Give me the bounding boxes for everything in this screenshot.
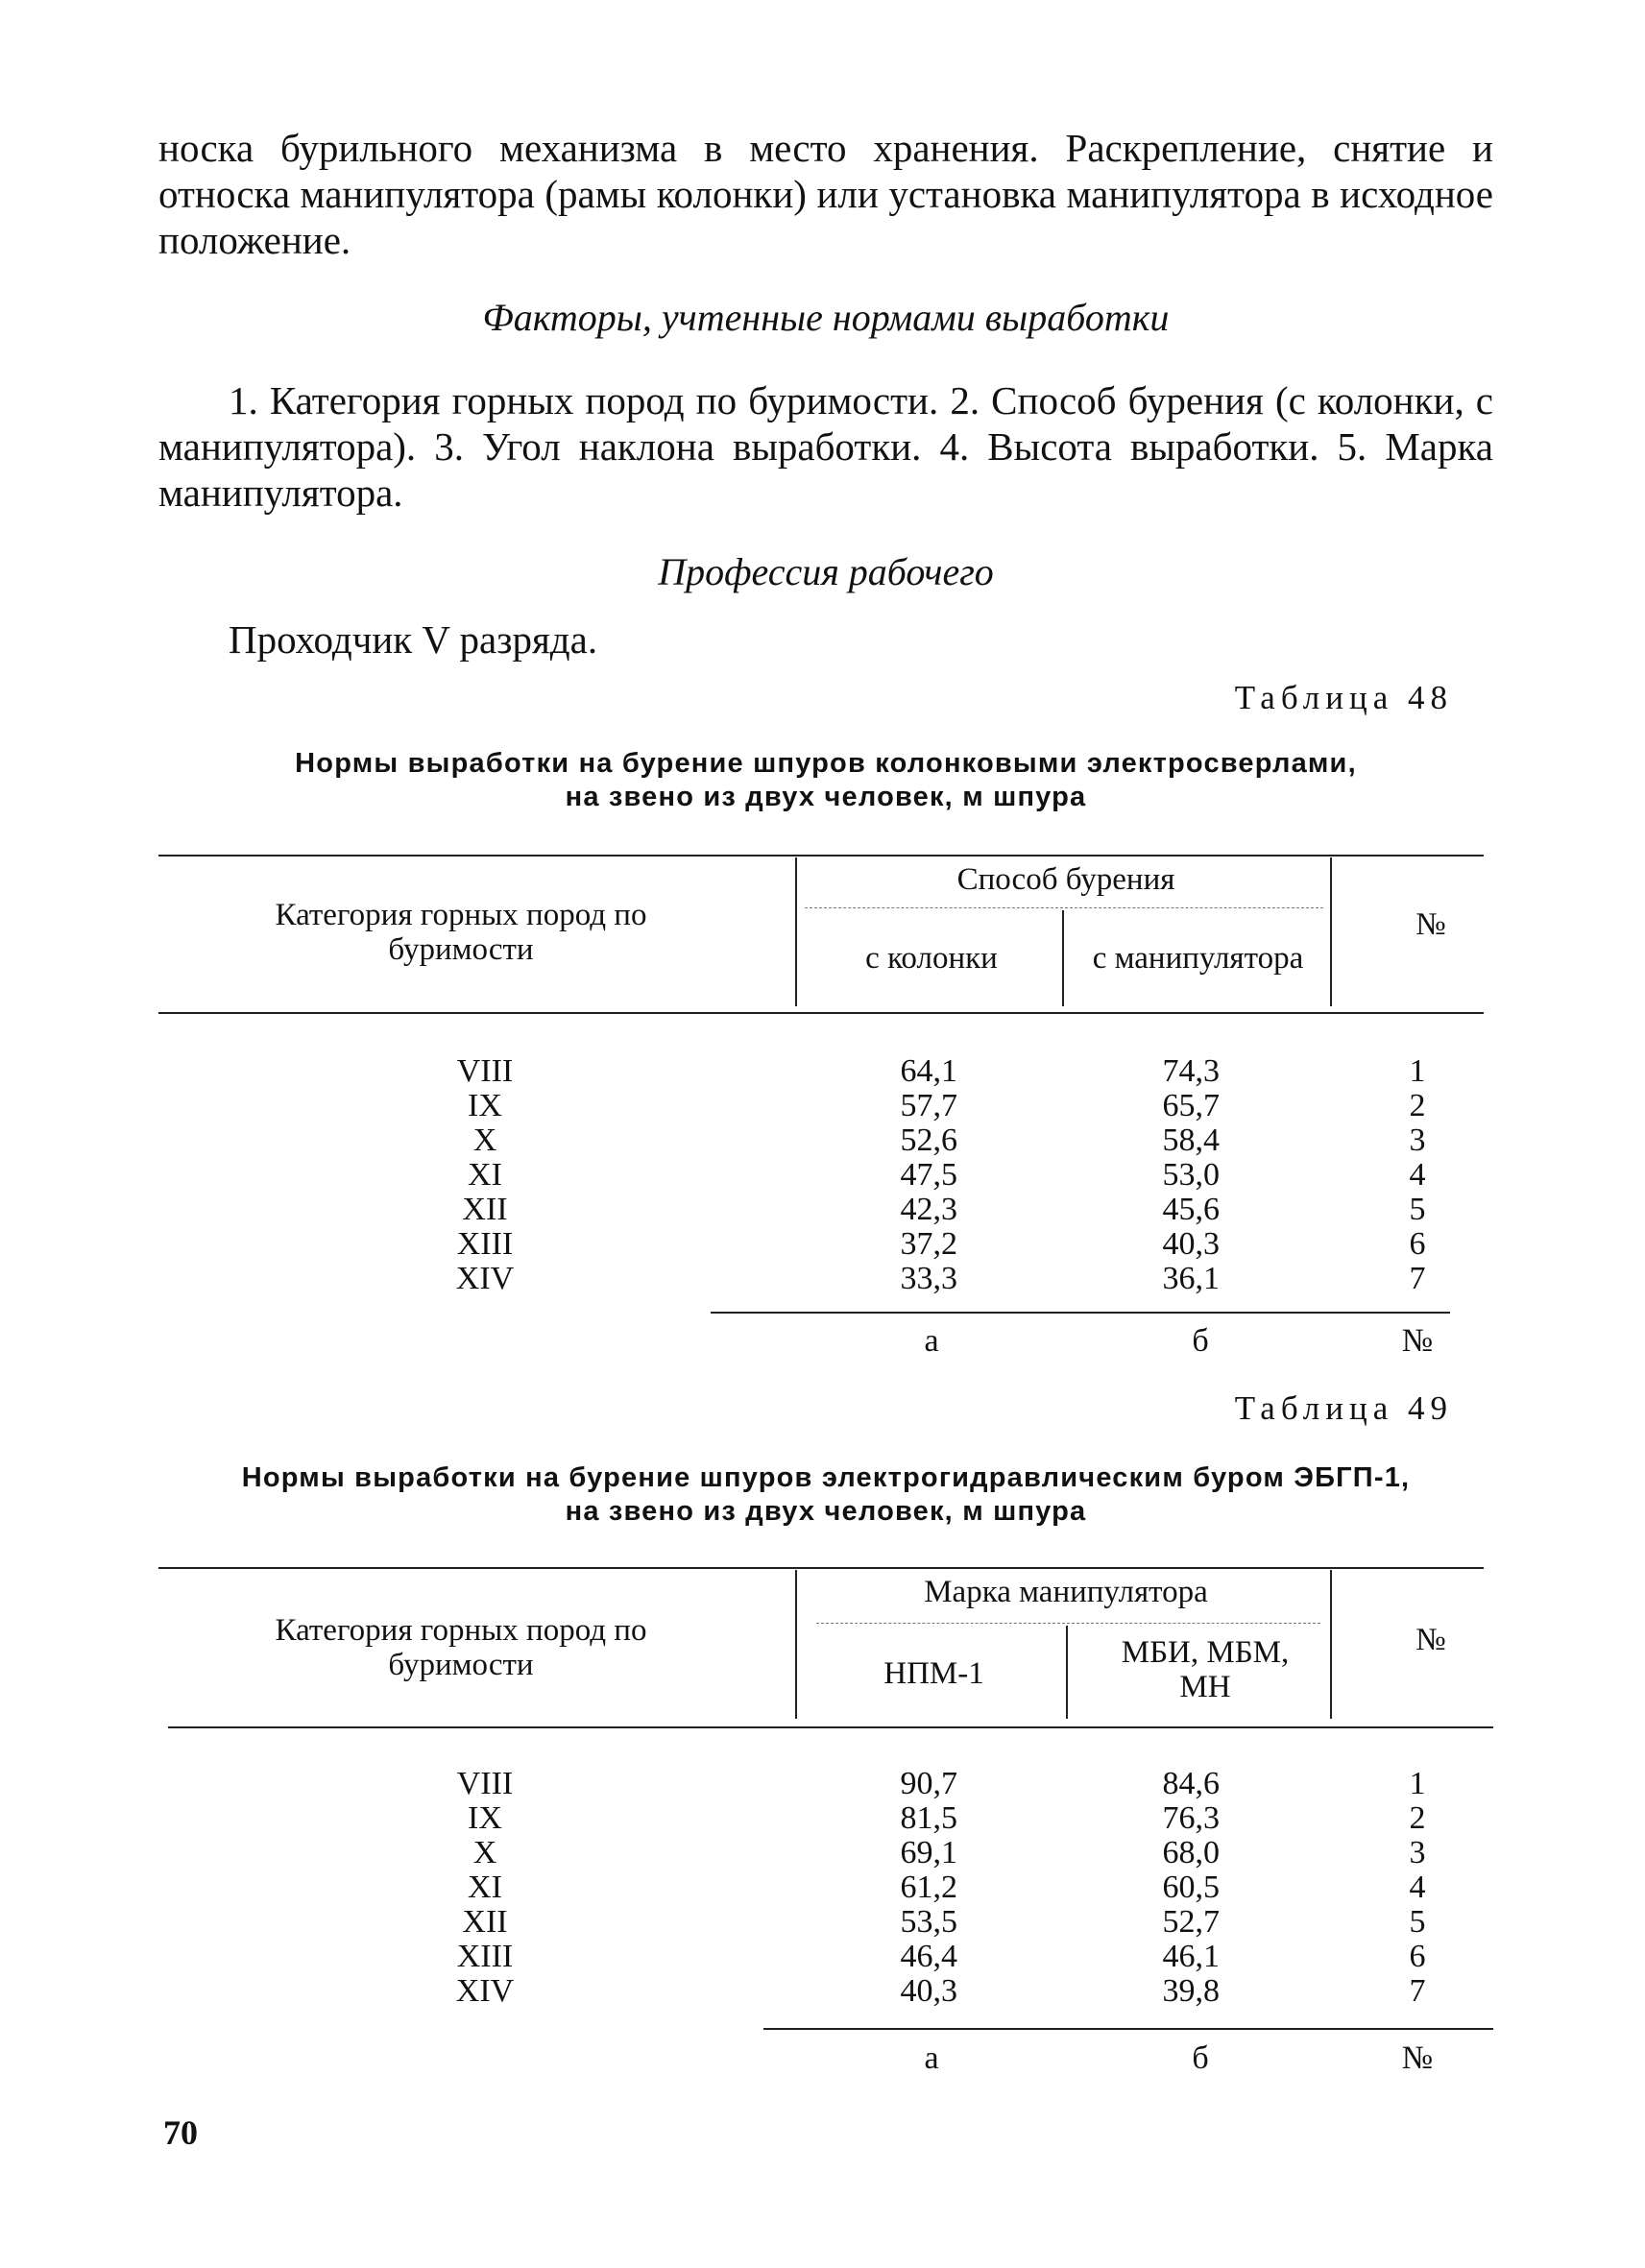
- table49-row-no: 5: [1409, 1904, 1426, 1940]
- table48-value-b: 58,4: [1162, 1122, 1220, 1158]
- table49-rank: XIV: [455, 1973, 515, 2009]
- table49-title: [158, 1461, 1493, 1529]
- table49-rank: XII: [462, 1904, 508, 1940]
- table49-group-rule: [816, 1623, 1320, 1624]
- table49-title-line2: на звено из двух человек, м шпура: [565, 1496, 1087, 1527]
- table48-divider-mid: [1062, 910, 1064, 1006]
- table49-row-no: 6: [1409, 1939, 1426, 1974]
- table49-footer-b: б: [1192, 2040, 1209, 2076]
- table49-row-no: 7: [1409, 1973, 1426, 2009]
- table48-value-b: 36,1: [1162, 1261, 1220, 1296]
- table49-header-category: Категория горных пород по буримости: [275, 1613, 647, 1682]
- table48-rank: XIV: [455, 1261, 515, 1296]
- table48-divider-right: [1330, 857, 1332, 1006]
- table48-header-col-b: с манипулятора: [1092, 941, 1304, 976]
- table48-footer-a: а: [924, 1323, 939, 1359]
- table49-value-b: 68,0: [1162, 1835, 1220, 1870]
- table49-rank: XIII: [456, 1939, 514, 1974]
- table49-divider-mid: [1066, 1626, 1068, 1719]
- table48-title-line2: на звено из двух человек, м шпура: [565, 782, 1087, 812]
- table49-value-a: 69,1: [900, 1835, 957, 1870]
- table49-value-a: 90,7: [900, 1766, 957, 1801]
- table49-rank: IX: [468, 1800, 502, 1836]
- table48-group-rule: [805, 907, 1323, 908]
- table48-row-no: 2: [1409, 1088, 1426, 1123]
- page-number: 70: [163, 2113, 198, 2152]
- table48-header-no: №: [1415, 907, 1446, 942]
- table49-row-no: 4: [1409, 1870, 1426, 1905]
- table48-value-a: 33,3: [900, 1261, 957, 1296]
- table49-header-group: Марка манипулятора: [924, 1575, 1208, 1609]
- table49-label: Таблица 49: [1234, 1389, 1453, 1427]
- table48-value-a: 64,1: [900, 1053, 957, 1089]
- table48-row-no: 7: [1409, 1261, 1426, 1296]
- table49-row-no: 2: [1409, 1800, 1426, 1836]
- table48-rank: IX: [468, 1088, 502, 1123]
- table48-row-no: 1: [1409, 1053, 1426, 1089]
- table49-row-no: 1: [1409, 1766, 1426, 1801]
- table49-row-no: 3: [1409, 1835, 1426, 1870]
- table48-label: Таблица 48: [1234, 679, 1453, 716]
- table49-value-a: 81,5: [900, 1800, 957, 1836]
- table49-footer-a: а: [924, 2040, 939, 2076]
- table48-value-b: 74,3: [1162, 1053, 1220, 1089]
- table48-row-no: 5: [1409, 1192, 1426, 1227]
- table48-row-no: 6: [1409, 1226, 1426, 1262]
- table48-value-b: 65,7: [1162, 1088, 1220, 1123]
- table48-title: [158, 747, 1493, 814]
- table48-rank: XIII: [456, 1226, 514, 1262]
- table48-top-rule: [158, 855, 1484, 857]
- table48-row-no: 4: [1409, 1157, 1426, 1193]
- table49-value-a: 53,5: [900, 1904, 957, 1940]
- table49-header-col-a: НПМ-1: [883, 1656, 984, 1691]
- table48-divider-left: [795, 857, 797, 1006]
- table48-bottom-rule: [711, 1312, 1450, 1314]
- table49-rank: VIII: [456, 1766, 514, 1801]
- table49-header-no: №: [1415, 1623, 1446, 1657]
- table49-divider-right: [1330, 1570, 1332, 1719]
- table49-value-b: 52,7: [1162, 1904, 1220, 1940]
- table48-value-a: 52,6: [900, 1122, 957, 1158]
- table48-value-b: 53,0: [1162, 1157, 1220, 1193]
- table48-row-no: 3: [1409, 1122, 1426, 1158]
- table49-rank: X: [472, 1835, 497, 1870]
- table48-title-line1: Нормы выработки на бурение шпуров колонковыми электросверлами,: [295, 748, 1357, 779]
- table48-rank: XII: [462, 1192, 508, 1227]
- factors-paragraph: 1. Категория горных пород по буримости. 2. Способ бурения (с колонки, с манипулятора). 3. Угол наклона выработки. 4. Высота выработки. 5. Марка манипулятора.: [158, 378, 1493, 515]
- table48-rank: VIII: [456, 1053, 514, 1089]
- table48-header-group: Способ бурения: [956, 862, 1175, 897]
- table48-footer-no: №: [1401, 1323, 1434, 1359]
- table48-footer-b: б: [1192, 1323, 1209, 1359]
- table48-rank: XI: [468, 1157, 502, 1193]
- table49-header-rule: [168, 1726, 1493, 1728]
- table48-value-b: 40,3: [1162, 1226, 1220, 1262]
- table49-value-b: 39,8: [1162, 1973, 1220, 2009]
- table49-bottom-rule: [763, 2028, 1493, 2030]
- table49-value-b: 60,5: [1162, 1870, 1220, 1905]
- intro-paragraph: носка бурильного механизма в место хранения. Раскрепление, снятие и относка манипулятора (рамы колонки) или установка манипулятора в исходное положение.: [158, 126, 1493, 262]
- profession-text: Проходчик V разряда.: [229, 617, 598, 662]
- table48-value-a: 37,2: [900, 1226, 957, 1262]
- table48-header-col-a: с колонки: [865, 941, 998, 976]
- table49-top-rule: [158, 1567, 1484, 1569]
- table48-value-a: 42,3: [900, 1192, 957, 1227]
- table49-rank: XI: [468, 1870, 502, 1905]
- table49-value-a: 61,2: [900, 1870, 957, 1905]
- table49-title-line1: Нормы выработки на бурение шпуров электрогидравлическим буром ЭБГП-1,: [241, 1462, 1411, 1493]
- table49-header-col-b: МБИ, МБМ, МН: [1121, 1635, 1290, 1704]
- table49-value-a: 46,4: [900, 1939, 957, 1974]
- table48-rank: X: [472, 1122, 497, 1158]
- table48-value-a: 47,5: [900, 1157, 957, 1193]
- table49-value-b: 76,3: [1162, 1800, 1220, 1836]
- factors-heading: Факторы, учтенные нормами выработки: [482, 296, 1170, 339]
- table49-value-b: 84,6: [1162, 1766, 1220, 1801]
- table49-value-a: 40,3: [900, 1973, 957, 2009]
- table48-value-a: 57,7: [900, 1088, 957, 1123]
- table48-value-b: 45,6: [1162, 1192, 1220, 1227]
- profession-heading: Профессия рабочего: [658, 550, 994, 593]
- table48-header-rule: [158, 1012, 1484, 1014]
- table49-footer-no: №: [1401, 2040, 1434, 2076]
- table49-value-b: 46,1: [1162, 1939, 1220, 1974]
- table48-header-category: Категория горных пород по буримости: [275, 898, 647, 967]
- table49-divider-left: [795, 1570, 797, 1719]
